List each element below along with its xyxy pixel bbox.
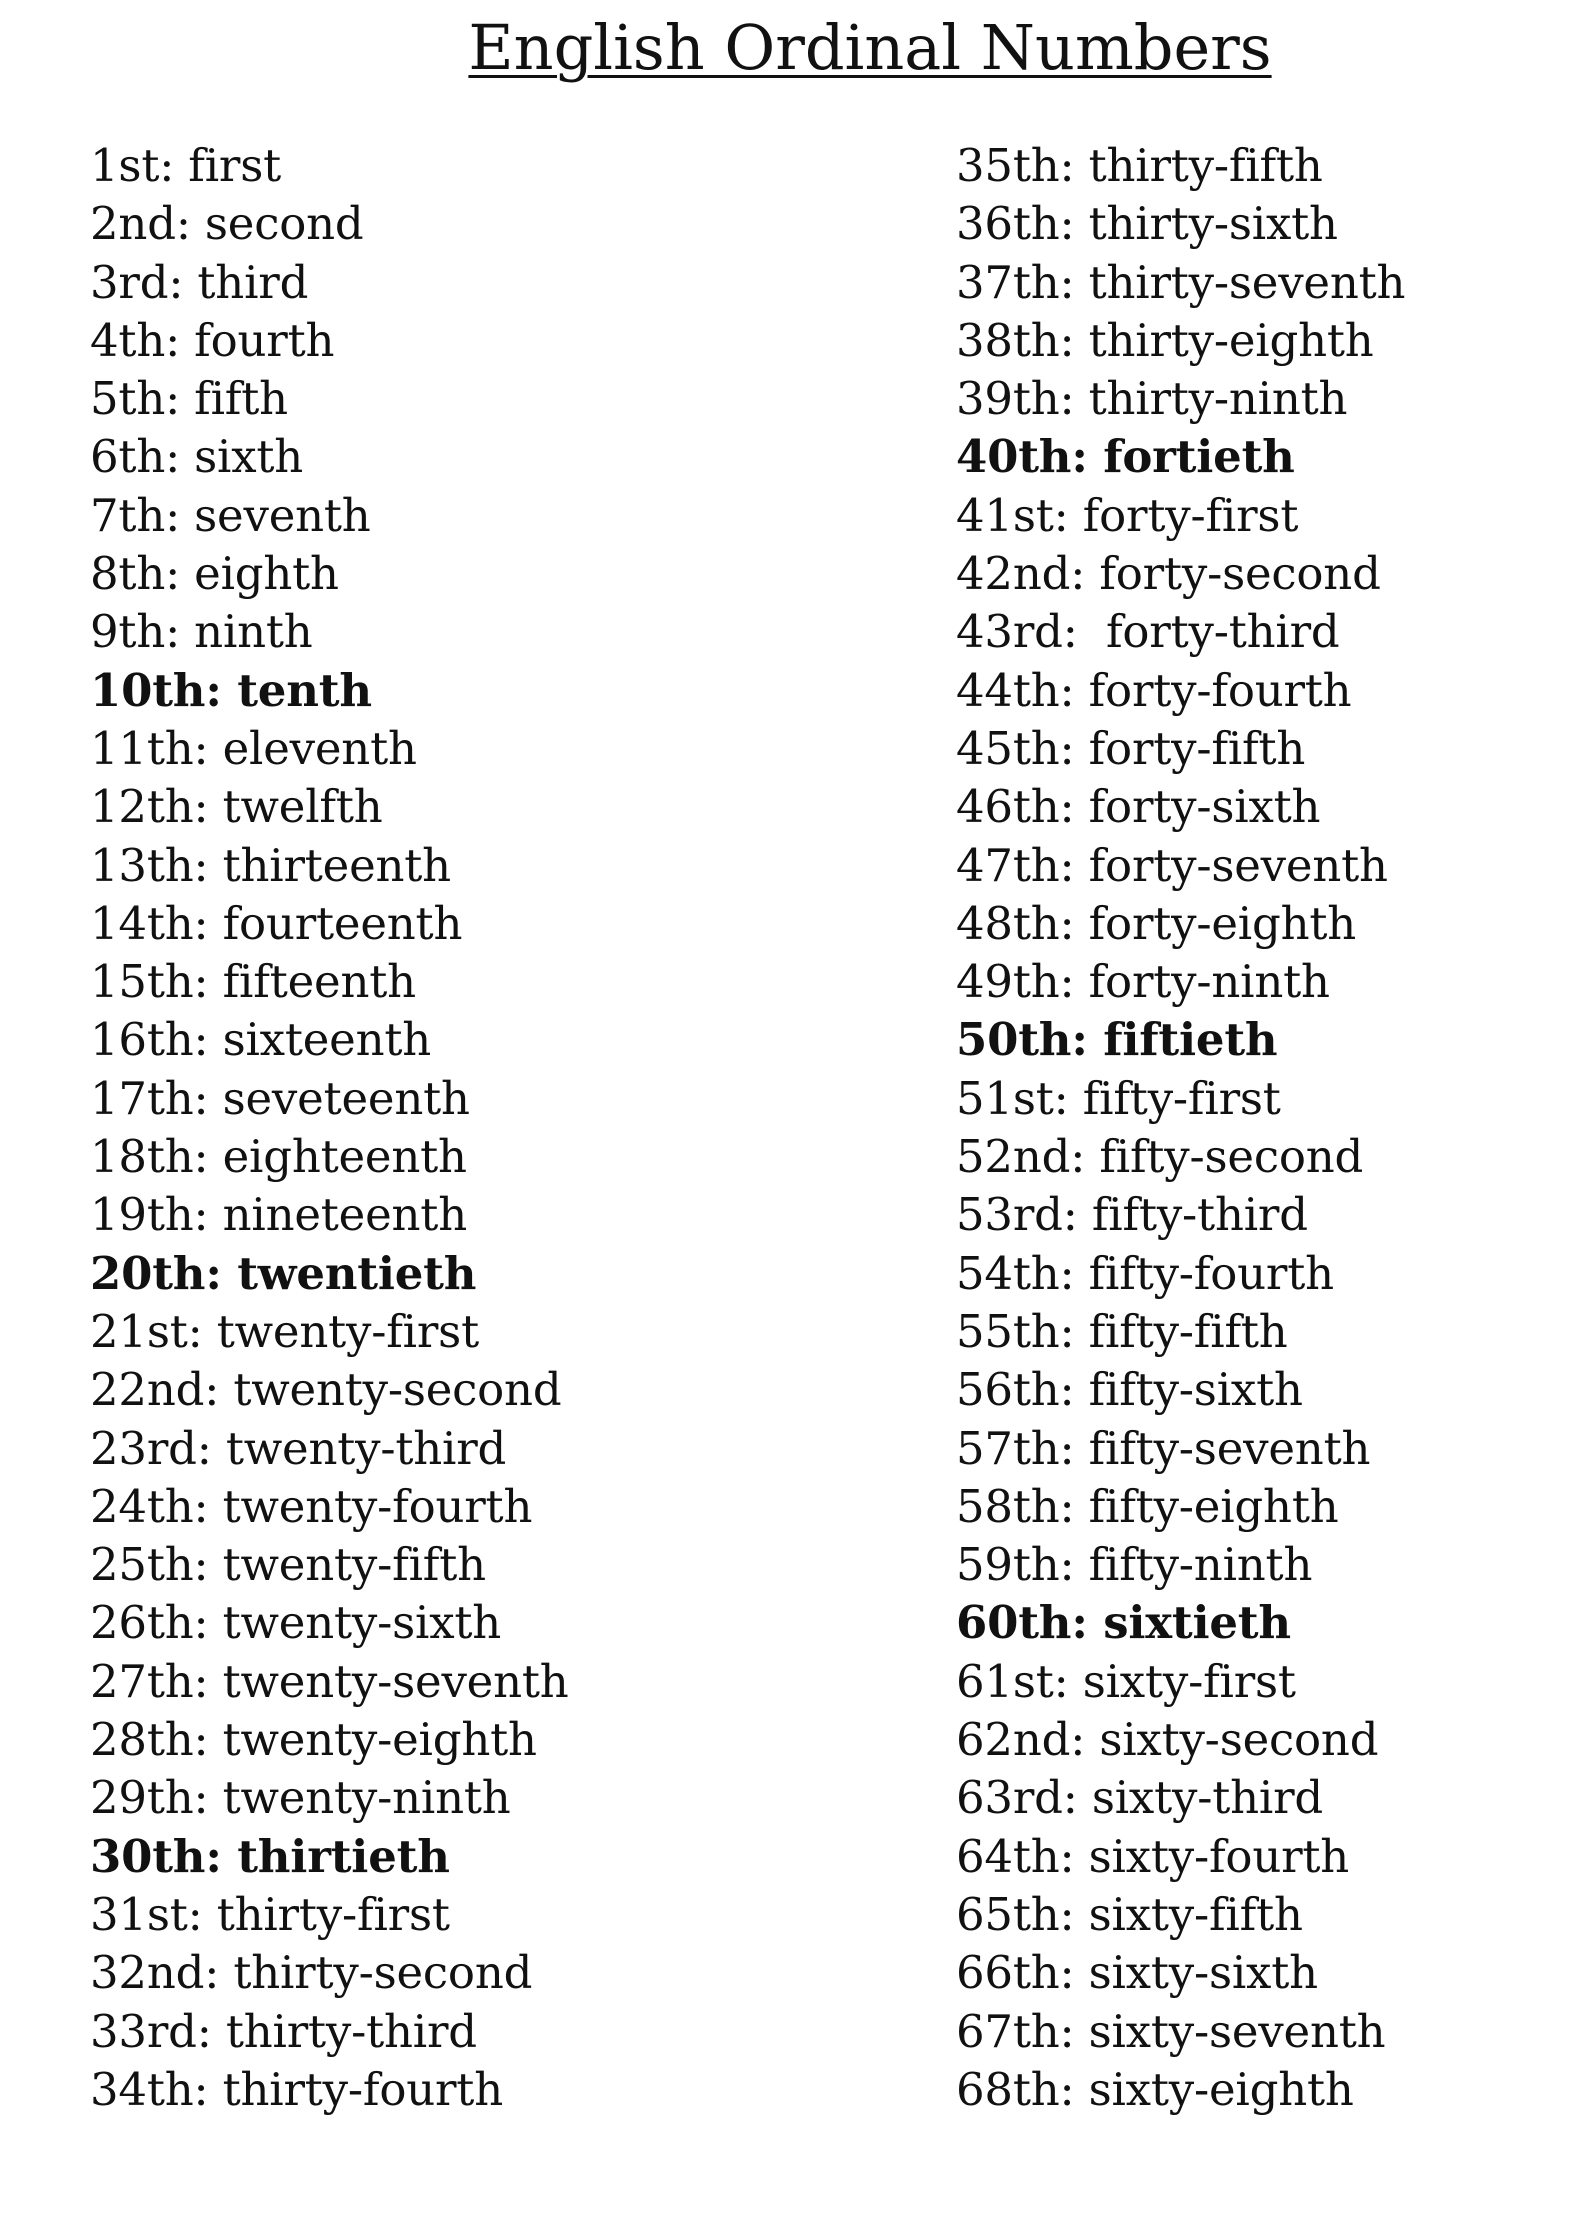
ordinal-entry: 51st: fifty-first [956, 1071, 1281, 1125]
ordinal-entry: 59th: fifty-ninth [956, 1538, 1313, 1592]
ordinal-entry: 34th: thirty-fourth [90, 2062, 503, 2116]
ordinal-entry: 65th: sixty-fifth [956, 1887, 1303, 1941]
ordinal-entry: 42nd: forty-second [956, 547, 1381, 601]
ordinal-entry: 36th: thirty-sixth [956, 197, 1338, 251]
ordinal-entry: 20th: twentieth [90, 1246, 477, 1300]
ordinal-entry: 41st: forty-first [956, 488, 1299, 542]
ordinal-entry: 23rd: twenty-third [90, 1421, 507, 1475]
ordinal-entry: 12th: twelfth [90, 780, 383, 834]
ordinal-entry: 25th: twenty-fifth [90, 1538, 486, 1592]
ordinal-entry: 16th: sixteenth [90, 1013, 432, 1067]
ordinal-entry: 37th: thirty-seventh [956, 255, 1406, 309]
ordinal-entry: 26th: twenty-sixth [90, 1596, 502, 1650]
ordinal-entry: 18th: eighteenth [90, 1130, 467, 1184]
ordinal-entry: 38th: thirty-eighth [956, 313, 1374, 367]
ordinal-entry: 4th: fourth [90, 313, 335, 367]
ordinal-entry: 21st: twenty-first [90, 1304, 479, 1358]
ordinal-entry: 30th: thirtieth [90, 1829, 450, 1883]
ordinal-entry: 10th: tenth [90, 663, 372, 717]
ordinal-entry: 44th: forty-fourth [956, 663, 1352, 717]
ordinal-entry: 64th: sixty-fourth [956, 1829, 1350, 1883]
ordinal-entry: 39th: thirty-ninth [956, 372, 1348, 426]
ordinal-entry: 33rd: thirty-third [90, 2004, 477, 2058]
ordinal-entry: 31st: thirty-first [90, 1887, 450, 1941]
ordinal-entry: 7th: seventh [90, 488, 371, 542]
ordinal-entry: 8th: eighth [90, 547, 339, 601]
ordinal-entry: 17th: seveteenth [90, 1071, 470, 1125]
ordinal-entry: 14th: fourteenth [90, 896, 463, 950]
ordinal-entry: 45th: forty-fifth [956, 721, 1306, 775]
right-column-list [956, 137, 1405, 2119]
ordinal-entry: 5th: fifth [90, 372, 288, 426]
ordinal-entry: 53rd: fifty-third [956, 1188, 1308, 1242]
ordinal-entry: 24th: twenty-fourth [90, 1479, 533, 1533]
ordinal-entry: 66th: sixty-sixth [956, 1946, 1318, 2000]
ordinal-entry: 62nd: sixty-second [956, 1713, 1379, 1767]
ordinal-entry: 47th: forty-seventh [956, 838, 1388, 892]
ordinal-entry: 9th: ninth [90, 605, 313, 659]
page-title: English Ordinal Numbers [468, 11, 1272, 84]
ordinal-entry: 19th: nineteenth [90, 1188, 467, 1242]
ordinal-entry: 54th: fifty-fourth [956, 1246, 1334, 1300]
ordinal-entry: 63rd: sixty-third [956, 1771, 1323, 1825]
ordinal-entry: 49th: forty-ninth [956, 955, 1330, 1009]
ordinal-entry: 2nd: second [90, 197, 364, 251]
ordinal-entry: 1st: first [90, 139, 282, 192]
ordinal-entry: 58th: fifty-eighth [956, 1479, 1339, 1533]
ordinal-entry: 57th: fifty-seventh [956, 1421, 1371, 1475]
ordinal-entry: 43rd: forty-third [956, 605, 1340, 659]
ordinal-entry: 52nd: fifty-second [956, 1130, 1364, 1184]
ordinal-entry: 67th: sixty-seventh [956, 2004, 1386, 2058]
ordinal-entry: 29th: twenty-ninth [90, 1771, 511, 1825]
ordinal-entry: 32nd: thirty-second [90, 1946, 533, 2000]
ordinal-entry: 15th: fifteenth [90, 955, 416, 1009]
ordinal-entry: 50th: fiftieth [956, 1013, 1278, 1067]
ordinal-entry: 56th: fifty-sixth [956, 1363, 1303, 1417]
ordinal-entry: 40th: fortieth [956, 430, 1295, 484]
ordinal-entry: 55th: fifty-fifth [956, 1304, 1288, 1358]
ordinal-entry: 6th: sixth [90, 430, 304, 484]
ordinal-entry: 48th: forty-eighth [956, 896, 1357, 950]
ordinal-entry: 27th: twenty-seventh [90, 1654, 569, 1708]
ordinal-entry: 22nd: twenty-second [90, 1363, 562, 1417]
ordinal-entry: 35th: thirty-fifth [956, 139, 1323, 192]
ordinal-entry: 28th: twenty-eighth [90, 1713, 537, 1767]
ordinal-entry: 61st: sixty-first [956, 1654, 1296, 1708]
left-column-list [90, 137, 569, 2119]
ordinal-entry: 11th: eleventh [90, 721, 417, 775]
ordinal-entry: 3rd: third [90, 255, 309, 309]
ordinal-entry: 60th: sixtieth [956, 1596, 1291, 1650]
ordinal-entry: 46th: forty-sixth [956, 780, 1321, 834]
ordinal-entry: 68th: sixty-eighth [956, 2062, 1354, 2116]
ordinal-entry: 13th: thirteenth [90, 838, 451, 892]
